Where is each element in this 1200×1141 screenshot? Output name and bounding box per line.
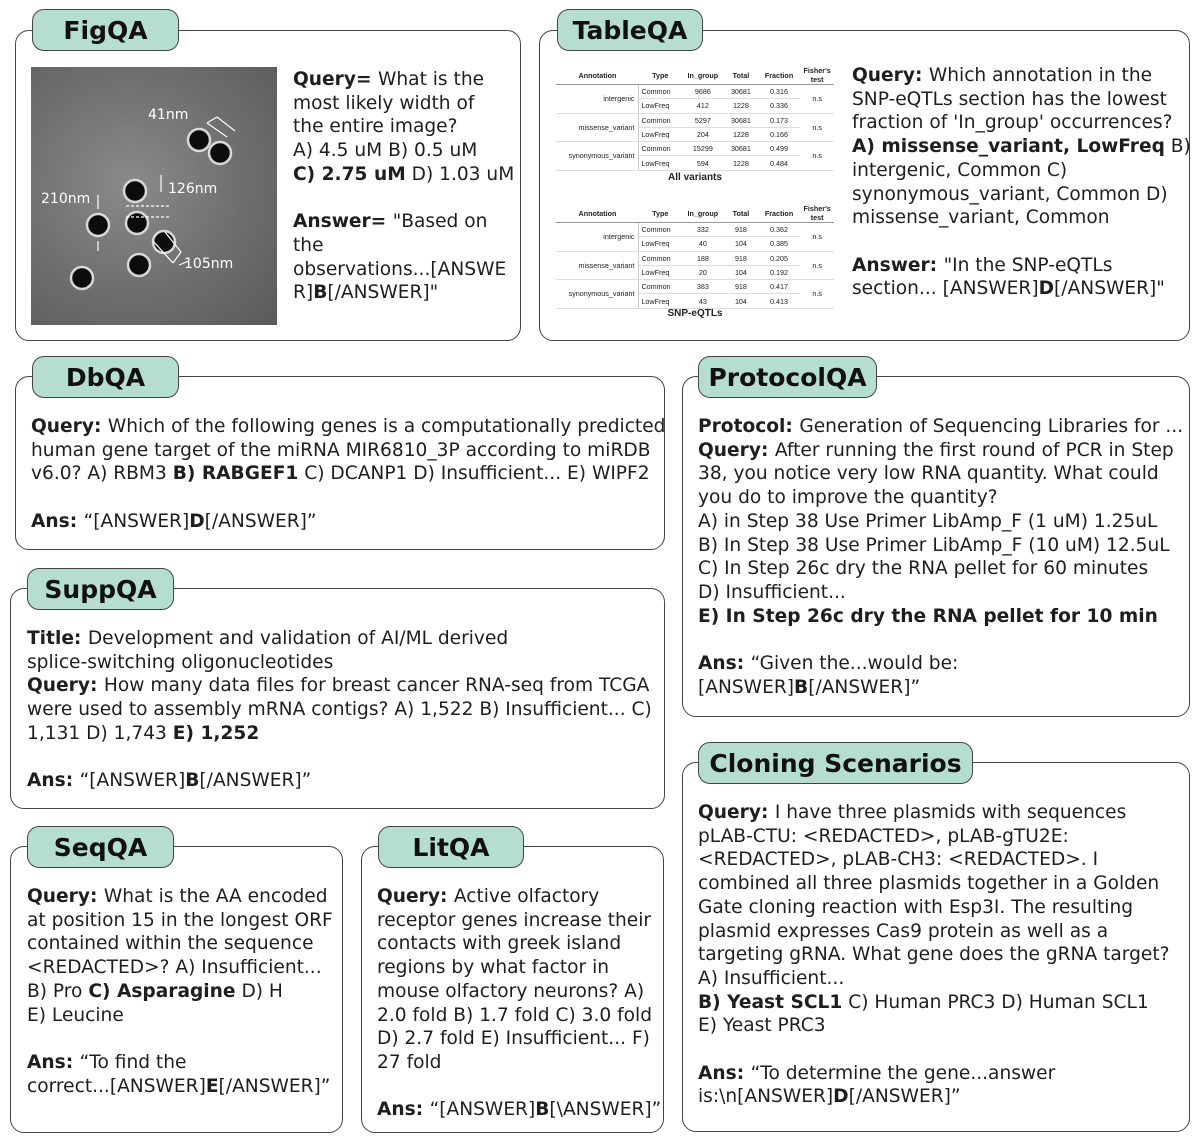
text-span: combined all three plasmids together in a Golden — [698, 873, 1160, 895]
table-header: Fraction — [758, 66, 801, 85]
text-span: Development and validation of AI/ML derived — [87, 628, 509, 649]
text-span: Generation of Sequencing Libraries for ... — [799, 416, 1184, 437]
text-span: B) In Step 38 Use Primer LibAmp_F (10 uM) 12.5uL — [698, 534, 1170, 556]
protocolqa-body — [698, 415, 1183, 699]
text-span: B) — [1164, 136, 1191, 158]
text-line — [31, 439, 665, 463]
text-line — [852, 206, 1191, 230]
text-span: were used to assembly mRNA contigs? A) 1,522 B) Insufficient... C) — [27, 699, 652, 721]
text-line — [293, 92, 514, 116]
protocolqa-tab: ProtocolQA — [698, 356, 877, 398]
text-span: mouse olfactory neurons? A) — [377, 980, 645, 1002]
snp-eqtls-caption: SNP-eQTLs — [667, 308, 723, 319]
text-line — [27, 627, 652, 651]
text-line — [698, 825, 1170, 849]
table-cell: 104 — [724, 237, 758, 251]
annotation-cell: missense_variant — [556, 251, 639, 280]
text-span: 2.0 fold B) 1.7 fold C) 3.0 fold — [377, 1004, 653, 1026]
table-header: Fisher's test — [800, 204, 834, 223]
text-span: Which of the following genes is a computationally predicted — [107, 416, 666, 437]
bold-text: Ans: — [698, 653, 751, 675]
text-span: “[ANSWER] — [83, 510, 190, 532]
table-cell: 918 — [724, 280, 758, 294]
text-line — [27, 651, 652, 675]
text-line — [31, 415, 665, 439]
litqa-tab: LitQA — [378, 826, 524, 868]
annotation-cell: intergenic — [556, 85, 639, 114]
text-span: I have three plasmids with sequences — [774, 802, 1127, 823]
text-span: correct...[ANSWER] — [27, 1075, 206, 1097]
text-line — [293, 281, 514, 305]
table-cell: 0.413 — [758, 294, 801, 308]
text-line — [698, 1014, 1170, 1038]
line-gap — [377, 1075, 661, 1099]
table-row — [556, 223, 834, 237]
text-span: A) in Step 38 Use Primer LibAmp_F (1 uM) 1.25uL — [698, 510, 1158, 532]
text-span: v6.0? A) RBM3 — [31, 463, 173, 485]
text-line — [377, 1098, 661, 1122]
label-210nm: 210nm — [41, 191, 91, 207]
cloning-tab: Cloning Scenarios — [698, 742, 973, 784]
table-cell: 43 — [682, 294, 725, 308]
table-cell: Common — [639, 251, 682, 265]
table-cell: 1228 — [724, 99, 758, 113]
bold-text: E — [205, 1075, 219, 1097]
seqqa-tab: SeqQA — [27, 826, 174, 868]
table-cell: 30681 — [724, 85, 758, 99]
text-line — [293, 115, 514, 139]
table-header: Annotation — [556, 204, 639, 223]
text-line — [698, 1085, 1170, 1109]
cloning-body — [698, 801, 1170, 1109]
text-line — [27, 1051, 333, 1075]
bold-text: B — [535, 1099, 550, 1121]
bold-text: Ans: — [27, 1051, 80, 1073]
bold-text: Query= — [293, 69, 378, 90]
tableqa-table-image — [556, 66, 834, 324]
bold-text: D — [833, 1086, 849, 1108]
seqqa-body — [27, 885, 333, 1098]
table-cell: 1228 — [724, 156, 758, 170]
text-span: Which annotation in the — [928, 65, 1153, 86]
line-gap — [27, 746, 652, 770]
text-line — [377, 1004, 661, 1028]
text-span: contacts with greek island — [377, 933, 622, 955]
text-line — [27, 698, 652, 722]
text-span: [/ANSWER]” — [218, 1075, 331, 1097]
bold-text: B — [185, 770, 200, 792]
table-cell: 332 — [682, 223, 725, 237]
line-gap — [698, 628, 1183, 652]
table-cell: 0.484 — [758, 156, 801, 170]
text-line — [377, 885, 661, 909]
table-cell: 20 — [682, 265, 725, 279]
text-span: “[ANSWER] — [429, 1099, 536, 1121]
label-105nm: 105nm — [184, 256, 234, 272]
text-line — [698, 486, 1183, 510]
text-line — [698, 439, 1183, 463]
table-cell: 15299 — [682, 142, 725, 156]
bold-text: Query: — [698, 802, 775, 823]
text-span: D) H — [235, 980, 283, 1002]
table-header: Total — [724, 204, 758, 223]
table-header: Fraction — [758, 204, 801, 223]
table-cell: 0.385 — [758, 237, 801, 251]
text-span: After running the first round of PCR in Step — [774, 439, 1174, 461]
text-line — [27, 1004, 333, 1028]
annotation-cell: missense_variant — [556, 113, 639, 142]
bold-text: Query: — [31, 416, 108, 437]
text-span: E) Leucine — [27, 1004, 124, 1026]
bold-text: Ans: — [31, 510, 84, 532]
table-cell: 0.336 — [758, 99, 801, 113]
text-line — [698, 510, 1183, 534]
text-span: at position 15 in the longest ORF — [27, 909, 333, 931]
text-span: “To find the — [79, 1051, 187, 1073]
bold-text: Query: — [698, 439, 775, 461]
text-span: [/ANSWER]” — [199, 770, 312, 792]
text-span: is:\n[ANSWER] — [698, 1086, 834, 1108]
table-header: Fisher's test — [800, 66, 834, 85]
text-line — [698, 462, 1183, 486]
bold-text: Query: — [852, 65, 929, 86]
table-cell: 204 — [682, 127, 725, 141]
bold-text: C) Asparagine — [88, 980, 236, 1002]
text-line — [293, 139, 514, 163]
text-span: SNP-eQTLs section has the lowest — [852, 88, 1167, 110]
text-span: C) Human PRC3 D) Human SCL1 — [842, 991, 1149, 1013]
text-span: R] — [293, 282, 314, 304]
text-line — [698, 848, 1170, 872]
text-span: “Given the...would be: — [750, 653, 959, 675]
text-line — [852, 88, 1191, 112]
bold-text: B — [313, 282, 328, 304]
bold-text: Ans: — [698, 1062, 751, 1084]
text-span: How many data files for breast cancer RNA-seq from TCGA — [103, 675, 650, 697]
table-cell: 104 — [724, 294, 758, 308]
text-line — [698, 920, 1170, 944]
table-header: In_group — [682, 66, 725, 85]
text-span: <REDACTED>? A) Insufficient... — [27, 957, 322, 979]
dbqa-body — [31, 415, 665, 534]
table-cell: 1228 — [724, 127, 758, 141]
text-line — [698, 872, 1170, 896]
table-cell: LowFreq — [639, 127, 682, 141]
table-row — [556, 142, 834, 156]
text-line — [698, 605, 1183, 629]
line-gap — [27, 1027, 333, 1051]
text-line — [698, 801, 1170, 825]
text-span: 38, you notice very low RNA quantity. What could — [698, 463, 1159, 485]
text-line — [852, 111, 1191, 135]
line-gap — [852, 230, 1191, 254]
bold-text: D — [1038, 278, 1055, 300]
text-span: A) 4.5 uM B) 0.5 uM — [293, 140, 478, 162]
text-span: section... [ANSWER] — [852, 278, 1039, 300]
text-span: fraction of 'In_group' occurrences? — [852, 112, 1173, 134]
table-header: Type — [639, 204, 682, 223]
table-row — [556, 251, 834, 265]
table-cell: LowFreq — [639, 156, 682, 170]
text-span: Gate cloning reaction with Esp3I. The resulting — [698, 896, 1134, 918]
fisher-test-cell: n.s — [800, 251, 834, 280]
table-cell: 0.499 — [758, 142, 801, 156]
text-line — [698, 557, 1183, 581]
text-line — [377, 1051, 661, 1075]
all-variants-caption: All variants — [668, 172, 722, 183]
text-line — [293, 258, 514, 282]
table-cell: 0.192 — [758, 265, 801, 279]
text-line — [31, 462, 665, 486]
text-span: intergenic, Common C) — [852, 159, 1068, 181]
text-span: missense_variant, Common — [852, 207, 1110, 229]
line-gap — [31, 486, 665, 510]
text-line — [27, 722, 652, 746]
text-line — [27, 769, 652, 793]
text-line — [698, 1062, 1170, 1086]
table-cell: Common — [639, 142, 682, 156]
table-cell: 0.316 — [758, 85, 801, 99]
table-cell: 40 — [682, 237, 725, 251]
bold-text: Protocol: — [698, 416, 800, 437]
text-span: [/ANSWER]” — [848, 1086, 961, 1108]
text-line — [698, 652, 1183, 676]
tableqa-body — [852, 64, 1191, 301]
text-span: you do to improve the quantity? — [698, 487, 998, 509]
text-span: [/ANSWER]" — [327, 282, 439, 304]
text-span: D) Insufficient... — [698, 581, 846, 603]
text-line — [852, 64, 1191, 88]
text-line — [293, 68, 514, 92]
annotation-cell: synonymous_variant — [556, 280, 639, 309]
text-span: B) Pro — [27, 980, 89, 1002]
text-line — [698, 581, 1183, 605]
text-span: “[ANSWER] — [79, 770, 186, 792]
bold-text: A) missense_variant, LowFreq — [852, 136, 1165, 158]
text-line — [698, 991, 1170, 1015]
table-cell: 9686 — [682, 85, 725, 99]
text-span: <REDACTED>, pLAB-CH3: <REDACTED>. I — [698, 849, 1099, 871]
table-cell: 188 — [682, 251, 725, 265]
table-cell: 0.205 — [758, 251, 801, 265]
text-span: most likely width of — [293, 92, 475, 114]
table-cell: 0.362 — [758, 223, 801, 237]
text-span: plasmid expresses Cas9 protein as well as a — [698, 920, 1109, 942]
text-line — [31, 510, 665, 534]
text-line — [698, 676, 1183, 700]
text-span: observations...[ANSWE — [293, 258, 507, 280]
annotation-cell: intergenic — [556, 223, 639, 252]
bold-text: Query: — [27, 886, 104, 907]
text-span: contained within the sequence — [27, 933, 314, 955]
text-line — [293, 234, 514, 258]
text-line — [27, 885, 333, 909]
table-row — [556, 85, 834, 99]
text-line — [27, 956, 333, 980]
bold-text: E) In Step 26c dry the RNA pellet for 10 min — [698, 605, 1158, 627]
text-span: "In the SNP-eQTLs — [943, 254, 1113, 276]
fisher-test-cell: n.s — [800, 223, 834, 252]
table-cell: 5297 — [682, 113, 725, 127]
text-line — [852, 135, 1191, 159]
bold-text: B) RABGEF1 — [172, 463, 299, 485]
text-span: A) Insufficient... — [698, 967, 845, 989]
litqa-body — [377, 885, 661, 1122]
snp-eqtls-table — [556, 204, 834, 309]
annotation-cell: synonymous_variant — [556, 142, 639, 171]
fisher-test-cell: n.s — [800, 113, 834, 142]
table-cell: 30681 — [724, 113, 758, 127]
text-span: Active olfactory — [453, 886, 600, 907]
text-line — [27, 674, 652, 698]
text-span: the — [293, 234, 324, 256]
tableqa-tab: TableQA — [557, 9, 703, 51]
table-cell: 30681 — [724, 142, 758, 156]
text-line — [377, 956, 661, 980]
table-cell: LowFreq — [639, 99, 682, 113]
text-line — [698, 534, 1183, 558]
text-line — [698, 967, 1170, 991]
figqa-body — [293, 68, 514, 305]
bold-text: Answer= — [293, 211, 393, 233]
text-span: synonymous_variant, Common D) — [852, 183, 1168, 205]
text-span: [/ANSWER]" — [1054, 278, 1165, 300]
line-gap — [698, 1038, 1170, 1062]
bold-text: Title: — [27, 628, 88, 649]
text-line — [377, 980, 661, 1004]
bold-text: E) 1,252 — [172, 722, 260, 744]
fisher-test-cell: n.s — [800, 280, 834, 309]
text-line — [27, 980, 333, 1004]
table-cell: 383 — [682, 280, 725, 294]
text-span: “To determine the gene...answer — [750, 1062, 1056, 1084]
bold-text: Ans: — [27, 770, 80, 792]
fisher-test-cell: n.s — [800, 85, 834, 114]
table-cell: LowFreq — [639, 265, 682, 279]
table-header: In_group — [682, 204, 725, 223]
text-span: receptor genes increase their — [377, 909, 652, 931]
text-span: D) 1.03 uM — [405, 163, 515, 185]
bold-text: B — [794, 676, 809, 698]
text-span: human gene target of the miRNA MIR6810_3P according to miRDB — [31, 439, 651, 461]
table-header: Type — [639, 66, 682, 85]
suppqa-body — [27, 627, 652, 793]
text-span: [/ANSWER]” — [204, 510, 317, 532]
text-line — [852, 183, 1191, 207]
text-line — [698, 896, 1170, 920]
text-span: targeting gRNA. What gene does the gRNA target? — [698, 944, 1170, 966]
table-header: Total — [724, 66, 758, 85]
text-line — [852, 277, 1191, 301]
figqa-micrograph — [31, 67, 277, 325]
fisher-test-cell: n.s — [800, 142, 834, 171]
table-cell: LowFreq — [639, 294, 682, 308]
text-line — [698, 415, 1183, 439]
text-span: What is the — [378, 69, 485, 90]
bold-text: Ans: — [377, 1099, 430, 1121]
text-line — [852, 254, 1191, 278]
text-span: "Based on — [392, 211, 488, 233]
bold-text: Query: — [27, 675, 104, 697]
table-cell: 918 — [724, 251, 758, 265]
all-variants-table — [556, 66, 834, 171]
table-cell: Common — [639, 223, 682, 237]
table-cell: 0.417 — [758, 280, 801, 294]
text-line — [377, 932, 661, 956]
text-span: splice-switching oligonucleotides — [27, 651, 334, 673]
table-cell: Common — [639, 280, 682, 294]
text-span: regions by what factor in — [377, 957, 610, 979]
table-cell: 0.173 — [758, 113, 801, 127]
dbqa-tab: DbQA — [32, 356, 179, 398]
table-cell: 412 — [682, 99, 725, 113]
text-line — [293, 163, 514, 187]
text-span: What is the AA encoded — [103, 886, 328, 907]
text-line — [293, 210, 514, 234]
suppqa-tab: SuppQA — [27, 568, 174, 610]
text-line — [27, 909, 333, 933]
table-cell: 104 — [724, 265, 758, 279]
figqa-tab: FigQA — [32, 9, 179, 51]
text-span: C) DCANP1 D) Insufficient... E) WIPF2 — [298, 463, 650, 485]
table-cell: 0.166 — [758, 127, 801, 141]
table-cell: LowFreq — [639, 237, 682, 251]
label-126nm: 126nm — [168, 181, 218, 197]
table-cell: 594 — [682, 156, 725, 170]
table-cell: 918 — [724, 223, 758, 237]
text-line — [27, 932, 333, 956]
text-span: 27 fold — [377, 1051, 442, 1073]
table-row — [556, 280, 834, 294]
bold-text: C) 2.75 uM — [293, 163, 406, 185]
text-span: [\ANSWER]” — [549, 1099, 662, 1121]
text-span: E) Yeast PRC3 — [698, 1015, 826, 1037]
text-span: C) In Step 26c dry the RNA pellet for 60 minutes — [698, 558, 1149, 580]
text-line — [27, 1075, 333, 1099]
table-header: Annotation — [556, 66, 639, 85]
label-41nm: 41nm — [148, 107, 189, 123]
table-row — [556, 113, 834, 127]
text-line — [377, 1027, 661, 1051]
text-line — [377, 909, 661, 933]
text-span: D) 2.7 fold E) Insufficient... F) — [377, 1028, 650, 1050]
text-span: 1,131 D) 1,743 — [27, 722, 173, 744]
table-cell: Common — [639, 85, 682, 99]
text-line — [698, 943, 1170, 967]
bold-text: Answer: — [852, 254, 944, 276]
bold-text: B) Yeast SCL1 — [698, 991, 843, 1013]
line-gap — [293, 187, 514, 211]
text-span: [ANSWER] — [698, 676, 794, 698]
bold-text: Query: — [377, 886, 454, 907]
bold-text: D — [189, 510, 205, 532]
text-line — [852, 159, 1191, 183]
text-span: pLAB-CTU: <REDACTED>, pLAB-gTU2E: — [698, 825, 1069, 847]
text-span: the entire image? — [293, 116, 458, 138]
text-span: [/ANSWER]” — [808, 676, 921, 698]
table-cell: Common — [639, 113, 682, 127]
